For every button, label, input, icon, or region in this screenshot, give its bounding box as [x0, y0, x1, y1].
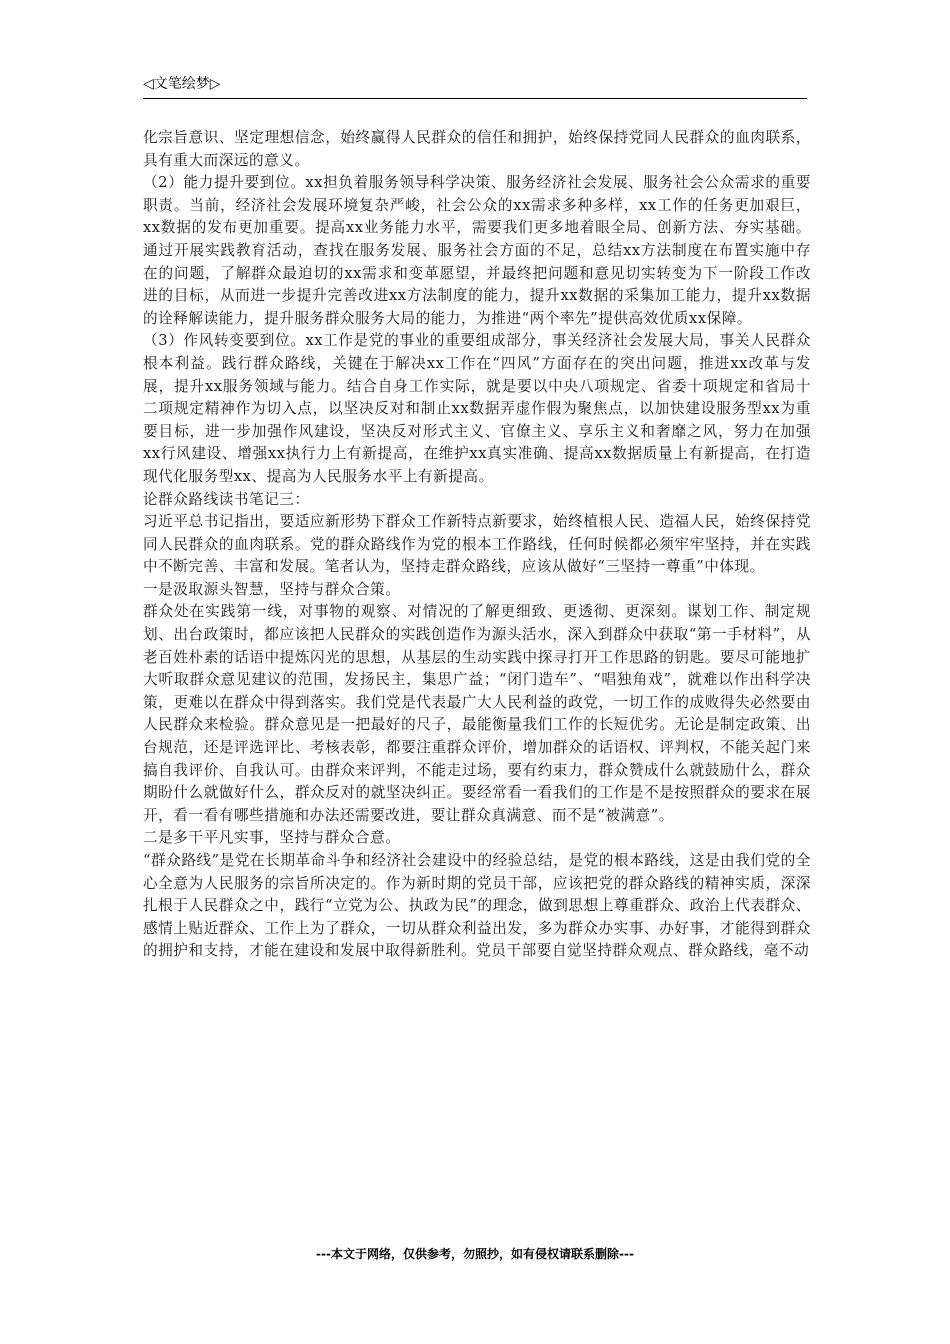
point-two-heading: 二是多干平凡实事，坚持与群众合意。 [143, 829, 401, 847]
document-body [143, 127, 811, 963]
paragraph-point-two: “群众路线”是党在长期革命斗争和经济社会建设中的经验总结，是党的根本路线，这是由我们党的全心全意为人民服务的宗旨所决定的。作为新时期的党员干部，应该把党的群众路线的精神实质，深深扎根于人民群众之中，践行“立党为公、执政为民”的理念，做到思想上尊重群众、政治上代表群众、感情上贴近群众、工作上为了群众，一切从群众利益出发，多为群众办实事、办好事，才能得到群众的拥护和支持，才能在建设和发展中取得新胜利。党员干部要自觉坚持群众观点、群众路线，毫不动 [143, 852, 811, 960]
paragraph-xi-quote: 习近平总书记指出，要适应新形势下群众工作新特点新要求，始终植根人民、造福人民，始终保持党同人民群众的血肉联系。党的群众路线作为党的根本工作路线，任何时候都必须牢牢坚持，并在实践中不断完善、丰富和发展。笔者认为，坚持走群众路线，应该从做好“三坚持一尊重”中体现。 [143, 513, 811, 576]
point-one-heading: 一是汲取源头智慧，坚持与群众合策。 [143, 580, 401, 598]
paragraph-ability-improvement: （2）能力提升要到位。xx担负着服务领导科学决策、服务经济社会发展、服务社会公众需求的重要职责。当前，经济社会发展环境复杂严峻，社会公众的xx需求多种多样，xx工作的任务更加艰巨，xx数据的发布更加重要。提高xx业务能力水平，需要我们更多地着眼全局、创新方法、夯实基础。通过开展实践教育活动，查找在服务发展、服务社会方面的不足，总结xx方法制度在布置实施中存在的问题，了解群众最迫切的xx需求和变革愿望，并最终把问题和意见切实转变为下一阶段工作改进的目标，从而进一步提升完善改进xx方法制度的能力，提升xx数据的采集加工能力，提升xx数据的诠释解读能力，提升服务群众服务大局的能力，为推进“两个率先”提供高效优质xx保障。 [143, 174, 811, 327]
paragraph-point-one: 群众处在实践第一线，对事物的观察、对情况的了解更细致、更透彻、更深刻。谋划工作、制定规划、出台政策时，都应该把人民群众的实践创造作为源头活水，深入到群众中获取“第一手材料”，从老百姓朴素的话语中提炼闪光的思想，从基层的生动实践中探寻打开工作思路的钥匙。要尽可能地扩大听取群众意见建议的范围，发扬民主，集思广益；“闭门造车”、“唱独角戏”，就难以作出科学决策，更难以在群众中得到落实。我们党是代表最广大人民利益的政党，一切工作的成败得失必然要由人民群众来检验。群众意见是一把最好的尺子，最能衡量我们工作的长短优劣。无论是制定政策、出台规范，还是评选评比、考核表彰，都要注重群众评价，增加群众的话语权、评判权，不能关起门来搞自我评价、自我认可。由群众来评判，不能走过场，要有约束力，群众赞成什么就鼓励什么，群众期盼什么就做好什么，群众反对的就坚决纠正。要经常看一看我们的工作是不是按照群众的要求在展开，看一看有哪些措施和办法还需要改进，要让群众真满意、而不是“被满意”。 [143, 603, 811, 824]
section-heading-notes-three: 论群众路线读书笔记三： [143, 490, 310, 508]
page-footer: ---本文于网络，仅供参考，勿照抄，如有侵权请联系删除--- [316, 1247, 634, 1261]
paragraph-style-change: （3）作风转变要到位。xx工作是党的事业的重要组成部分，事关经济社会发展大局，事关人民群众根本利益。践行群众路线，关键在于解决xx工作在“四风”方面存在的突出问题，推进xx改革与发展，提升xx服务领域与能力。结合自身工作实际，就是要以中央八项规定、省委十项规定和省局十二项规定精神作为切入点，以坚决反对和制止xx数据弄虚作假为聚焦点，以加快建设服务型xx为重要目标，进一步加强作风建设，坚决反对形式主义、官僚主义、享乐主义和奢靡之风，努力在加强xx行风建设、增强xx执行力上有新提高，在维护xx真实准确、提高xx数据质量上有新提高，在打造现代化服务型xx、提高为人民服务水平上有新提高。 [143, 332, 811, 485]
paragraph-intro-continuation: 化宗旨意识、坚定理想信念，始终赢得人民群众的信任和拥护，始终保持党同人民群众的血肉联系，具有重大而深远的意义。 [143, 129, 811, 169]
header-title: ◁文笔绘梦▷ [143, 76, 221, 92]
page-header [143, 74, 807, 99]
